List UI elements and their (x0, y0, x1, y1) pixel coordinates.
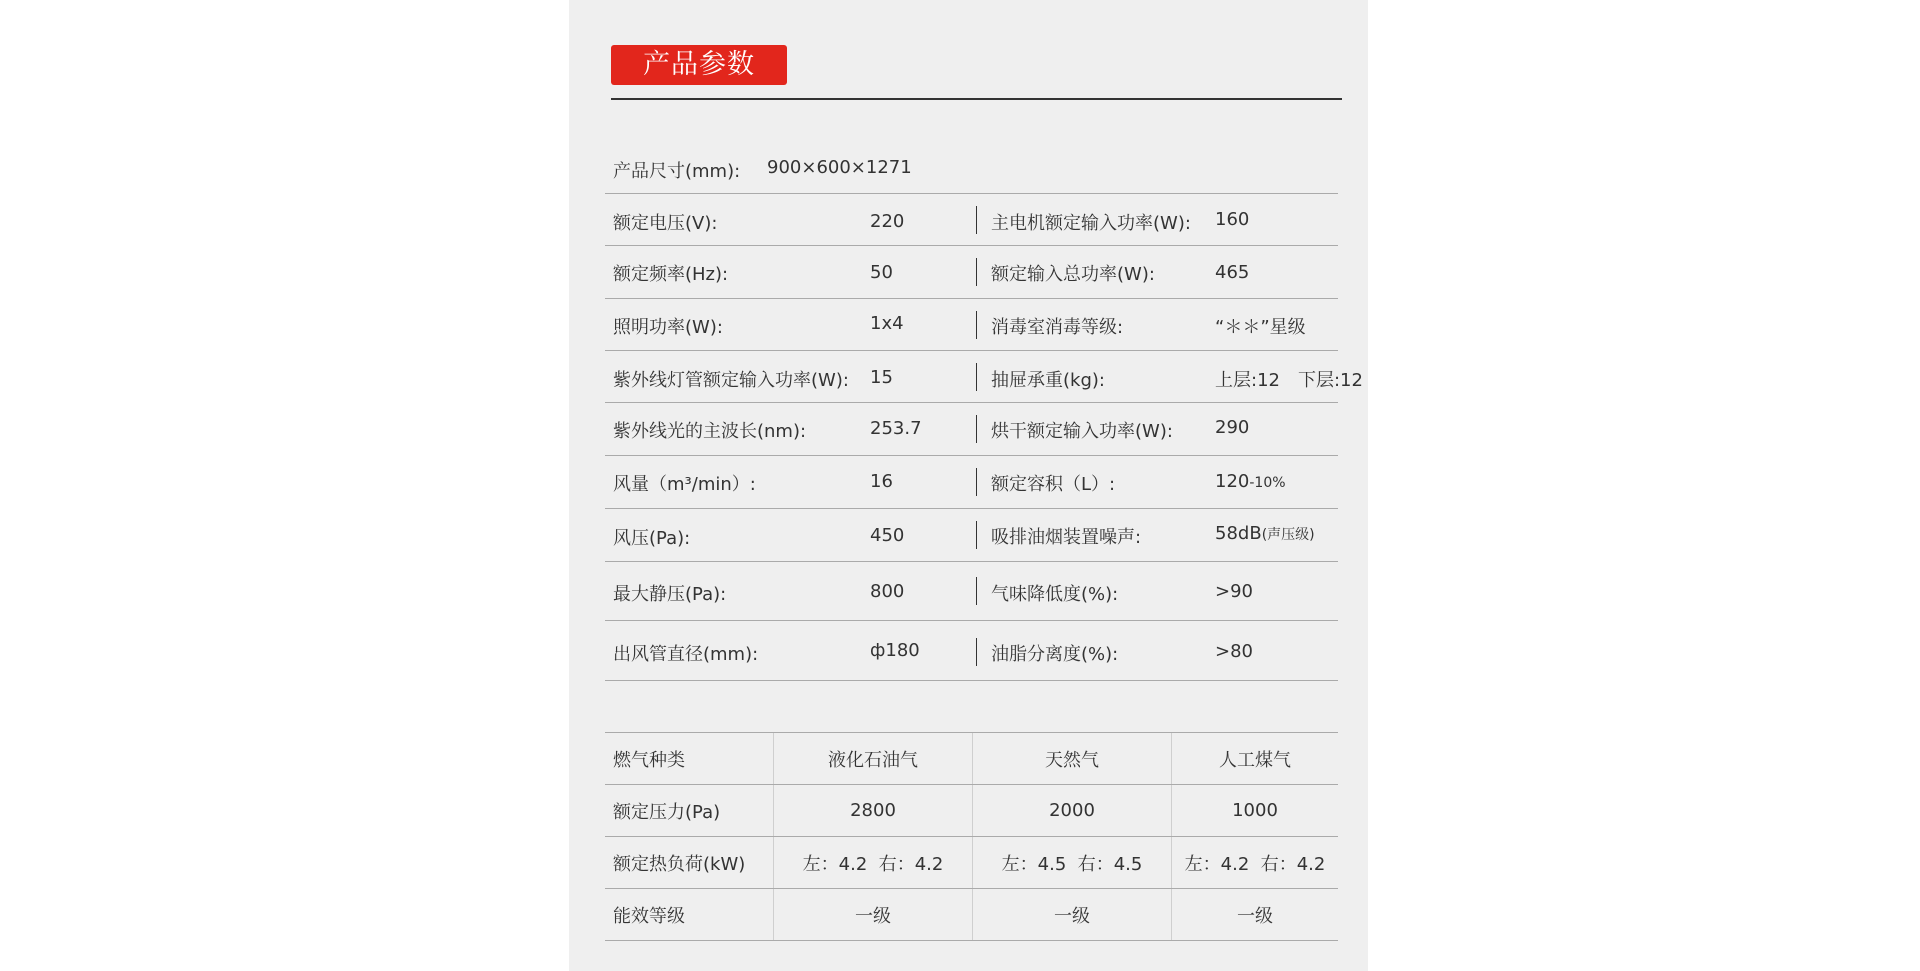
table-cell: 左：4.5 右：4.5 (973, 837, 1172, 889)
column-divider (976, 468, 977, 496)
spec-row (605, 299, 1338, 351)
spec-value: ф180 (870, 640, 920, 661)
spec-row (605, 456, 1338, 509)
spec-label: 额定频率(Hz): (613, 264, 729, 285)
table-cell: 2000 (973, 785, 1172, 837)
spec-label: 紫外线光的主波长(nm): (613, 421, 807, 442)
spec-label: 风量（m³/min）: (613, 474, 756, 495)
section-title: 产品参数 (611, 45, 787, 85)
spec-row (605, 194, 1338, 246)
table-cell: 额定压力(Pa) (605, 785, 774, 837)
table-row (605, 837, 1338, 889)
spec-label: 抽屉承重(kg): (991, 370, 1105, 391)
spec-row (605, 246, 1338, 299)
spec-label: 出风管直径(mm): (613, 644, 759, 665)
gas-spec-table (605, 732, 1338, 941)
table-row (605, 889, 1338, 941)
table-cell: 左：4.2 右：4.2 (774, 837, 973, 889)
spec-value: 290 (1215, 417, 1250, 438)
product-size-value: 900×600×1271 (767, 157, 912, 178)
spec-row (605, 403, 1338, 456)
spec-row (605, 621, 1338, 681)
table-header-row (605, 733, 1338, 785)
spec-label: 吸排油烟装置噪声: (991, 527, 1142, 548)
table-cell: 能效等级 (605, 889, 774, 941)
spec-label: 最大静压(Pa): (613, 584, 727, 605)
column-divider (976, 363, 977, 391)
table-row (605, 785, 1338, 837)
spec-label: 主电机额定输入功率(W): (991, 213, 1191, 234)
spec-value-suffix: -10% (1249, 475, 1286, 491)
column-divider (976, 638, 977, 666)
table-cell: 天然气 (973, 733, 1172, 785)
spec-value: 50 (870, 262, 893, 283)
column-divider (976, 258, 977, 286)
spec-value: >80 (1215, 641, 1253, 662)
table-cell: 一级 (774, 889, 973, 941)
table-cell: 燃气种类 (605, 733, 774, 785)
spec-label: 气味降低度(%): (991, 584, 1119, 605)
spec-value: 253.7 (870, 418, 922, 439)
spec-value-main: 120 (1215, 471, 1250, 492)
spec-label: 消毒室消毒等级: (991, 317, 1124, 338)
spec-value: 上层:12 下层:12 (1215, 370, 1363, 391)
table-cell: 左：4.2 右：4.2 (1172, 837, 1339, 889)
table-cell: 一级 (1172, 889, 1339, 941)
spec-value: “＊＊”星级 (1215, 317, 1306, 338)
spec-value-main: 58dB (1215, 523, 1262, 544)
spec-value: 800 (870, 581, 905, 602)
table-cell: 一级 (973, 889, 1172, 941)
table-cell: 人工煤气 (1172, 733, 1339, 785)
spec-label: 照明功率(W): (613, 317, 723, 338)
spec-value: >90 (1215, 581, 1253, 602)
spec-row (605, 351, 1363, 403)
spec-value: 15 (870, 367, 893, 388)
spec-value-suffix: (声压级) (1261, 527, 1315, 543)
spec-value: 450 (870, 525, 905, 546)
table-cell: 液化石油气 (774, 733, 973, 785)
spec-label: 额定输入总功率(W): (991, 264, 1155, 285)
spec-label: 额定电压(V): (613, 213, 718, 234)
table-cell: 1000 (1172, 785, 1339, 837)
spec-label: 额定容积（L）: (991, 474, 1116, 495)
spec-label: 紫外线灯管额定输入功率(W): (613, 370, 849, 391)
spec-value (1215, 523, 1315, 544)
spec-label: 油脂分离度(%): (991, 644, 1119, 665)
spec-value: 1x4 (870, 313, 904, 334)
spec-value (1215, 471, 1286, 492)
title-divider (611, 98, 1342, 100)
spec-value: 160 (1215, 209, 1250, 230)
spec-value: 220 (870, 211, 905, 232)
column-divider (976, 415, 977, 443)
table-cell: 2800 (774, 785, 973, 837)
spec-value: 16 (870, 471, 893, 492)
column-divider (976, 206, 977, 234)
spec-label: 烘干额定输入功率(W): (991, 421, 1173, 442)
column-divider (976, 311, 977, 339)
product-size-label: 产品尺寸(mm): (613, 161, 741, 182)
product-parameters-panel (569, 0, 1368, 971)
spec-value: 465 (1215, 262, 1250, 283)
column-divider (976, 521, 977, 549)
product-size-row (605, 140, 1338, 194)
spec-label: 风压(Pa): (613, 528, 691, 549)
table-cell: 额定热负荷(kW) (605, 837, 774, 889)
spec-row (605, 509, 1338, 562)
spec-row (605, 562, 1338, 621)
column-divider (976, 577, 977, 605)
